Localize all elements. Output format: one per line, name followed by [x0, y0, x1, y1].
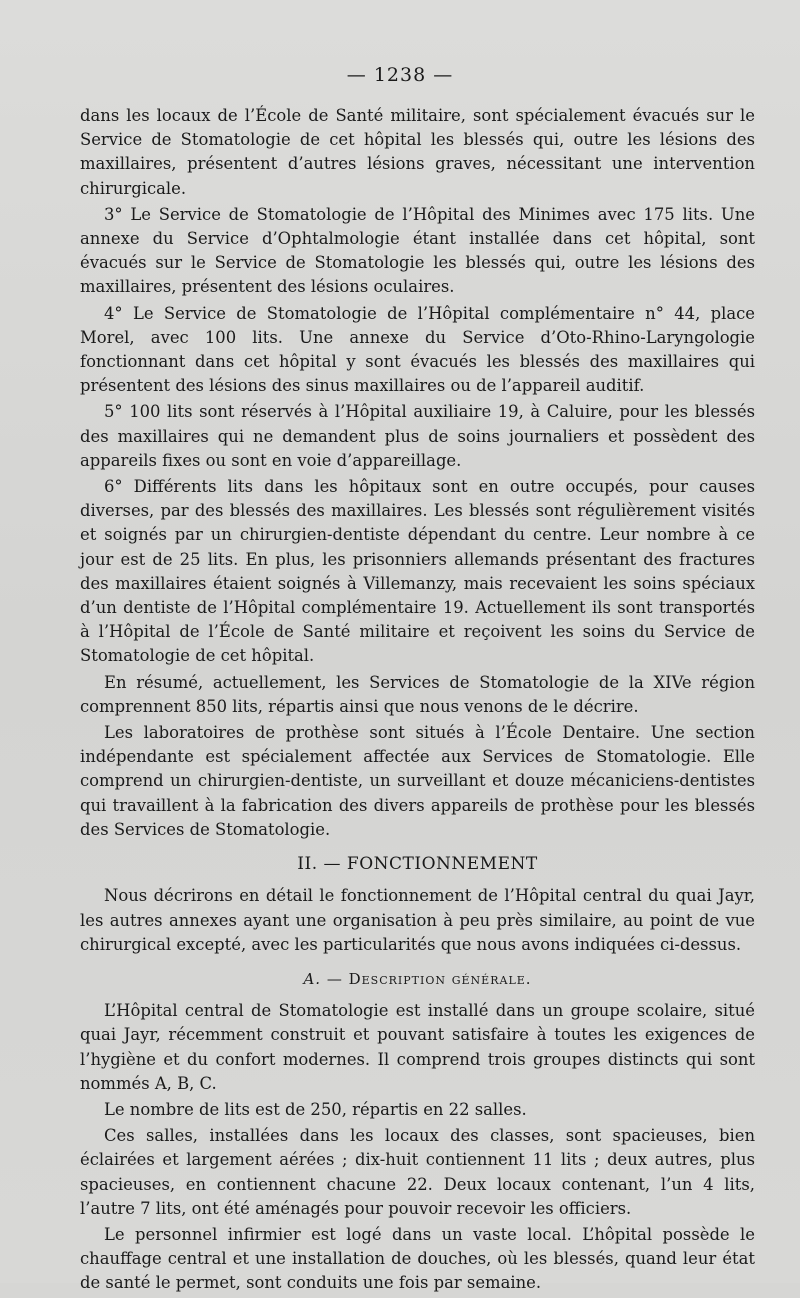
paragraph-item-3: 3° Le Service de Stomatologie de l’Hôpital des Minimes avec 175 lits. Une annexe du Service d’Ophtalmologie étant installée dans cet hôpital, sont évacués sur le Service de Stomatologie les blessés qui, outre les lésions des maxillaires, présentent des lésions oculaires.: [80, 204, 755, 297]
subsection-letter: A.: [303, 969, 322, 988]
paragraph-item-6: 6° Différents lits dans les hôpitaux sont en outre occupés, pour causes diverses, par des blessés des maxillaires. Les blessés sont régulièrement visités et soignés par un chirurgien-dentiste dépendant du centre. Leur nombre à ce jour est de 25 lits. En plus, les prisonniers allemands présentant des fractures des maxillaires étaient soignés à Villemanzy, mais recevaient les soins spéciaux d’un dentiste de l’Hôpital complémentaire 19. Actuellement ils sont transportés à l’Hôpital de l’École de Santé militaire et reçoivent les soins du Service de Stomatologie de cet hôpital.: [80, 477, 755, 666]
paragraph-description-4: Le personnel infirmier est logé dans un vaste local. L’hôpital possède le chauffage central et une installation de douches, où les blessés, quand leur état de santé le permet, sont conduits une fois par semaine.: [80, 1224, 755, 1293]
paragraph-description-3: Ces salles, installées dans les locaux des classes, sont spacieuses, bien éclairées et largement aérées ; dix-huit contiennent 11 lits ; deux autres, plus spacieuses, en contiennent chacune 22. Deux locaux contenant, l’un 4 lits, l’autre 7 lits, ont été aménagés pour pouvoir recevoir les officiers.: [80, 1126, 755, 1218]
paragraph-description-2: Le nombre de lits est de 250, répartis en 22 salles.: [104, 1099, 527, 1119]
paragraph-summary: En résumé, actuellement, les Services de Stomatologie de la XIVe région comprennent 850 lits, répartis ainsi que nous venons de le décrire.: [80, 672, 755, 716]
subsection-title: [80, 967, 755, 991]
page-number: — 1238 —: [346, 64, 454, 86]
paragraph-item-4: 4° Le Service de Stomatologie de l’Hôpital complémentaire n° 44, place Morel, avec 100 lits. Une annexe du Service d’Oto-Rhino-Laryngologie fonctionnant dans cet hôpital y sont évacués les blessés des maxillaires qui présentent des lésions des sinus maxillaires ou de l’appareil auditif.: [80, 303, 755, 396]
paragraph-laboratories: Les laboratoires de prothèse sont situés à l’École Dentaire. Une section indépendante est spécialement affectée aux Services de Stomatologie. Elle comprend un chirurgien-dentiste, un surveillant et douze mécaniciens-dentistes qui travaillent à la fabrication des divers appareils de prothèse pour les blessés des Services de Stomatologie.: [80, 723, 755, 839]
paragraph-section-intro: Nous décrirons en détail le fonctionnement de l’Hôpital central du quai Jayr, les autres annexes ayant une organisation à peu près similaire, au point de vue chirurgical excepté, avec les particularités que nous avons indiquées ci-dessus.: [80, 886, 755, 954]
section-title: II. — FONCTIONNEMENT: [297, 854, 538, 875]
subsection-title-text: — Description générale.: [326, 969, 532, 988]
paragraph-item-5: 5° 100 lits sont réservés à l’Hôpital auxiliaire 19, à Caluire, pour les blessés des maxillaires qui ne demandent plus de soins journaliers et possèdent des appareils fixes ou sont en voie d’appareillage.: [80, 402, 755, 470]
page-body: [80, 104, 755, 1298]
paragraph-description-1: L’Hôpital central de Stomatologie est installé dans un groupe scolaire, situé quai Jayr, récemment construit et pouvant satisfaire à toutes les exigences de l’hygiène et du confort modernes. Il comprend trois groupes distincts qui sont nommés A, B, C.: [80, 1001, 755, 1093]
paragraph-continuation: dans les locaux de l’École de Santé militaire, sont spécialement évacués sur le Service de Stomatologie de cet hôpital les blessés qui, outre les lésions des maxillaires, présentent d’autres lésions graves, nécessitant une intervention chirurgicale.: [80, 106, 755, 198]
